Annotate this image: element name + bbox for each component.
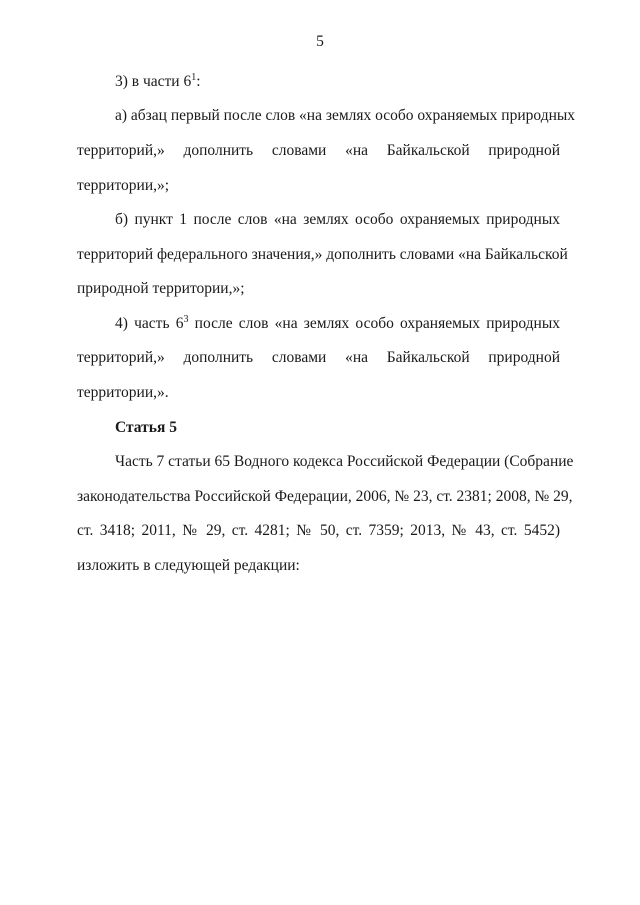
item-3-suffix: : (196, 73, 201, 90)
item-a-line-2: территорий,» дополнить словами «на Байкальской природной (77, 142, 560, 159)
item-a-line-3: территории,»; (77, 177, 170, 194)
item-4-line-1 (115, 314, 560, 334)
article-5-line-1: Часть 7 статьи 65 Водного кодекса Российской Федерации (Собрание (115, 453, 574, 470)
item-4-suffix: после слов «на землях особо охраняемых природных (188, 315, 560, 332)
item-3-superscript: 1 (191, 72, 197, 83)
item-3-prefix: 3) в части 6 (115, 73, 192, 90)
item-4-line-3: территории,». (77, 384, 169, 401)
item-3-heading (115, 72, 560, 92)
article-5-line-4: изложить в следующей редакции: (77, 557, 300, 574)
item-b-line-3: природной территории,»; (77, 280, 245, 297)
article-5-heading: Статья 5 (115, 419, 177, 436)
item-b-line-1: б) пункт 1 после слов «на землях особо охраняемых природных (115, 211, 560, 228)
item-b-line-2: территорий федерального значения,» дополнить словами «на Байкальской (77, 246, 568, 263)
page-number: 5 (316, 33, 324, 50)
article-5-line-3: ст. 3418; 2011, № 29, ст. 4281; № 50, ст. 7359; 2013, № 43, ст. 5452) (77, 522, 560, 539)
item-4-superscript: 3 (183, 314, 189, 325)
item-a-line-1: а) абзац первый после слов «на землях особо охраняемых природных (115, 107, 576, 124)
item-4-line-2: территорий,» дополнить словами «на Байкальской природной (77, 349, 560, 366)
article-5-line-2: законодательства Российской Федерации, 2006, № 23, ст. 2381; 2008, № 29, (77, 488, 573, 505)
item-4-prefix: 4) часть 6 (115, 315, 184, 332)
